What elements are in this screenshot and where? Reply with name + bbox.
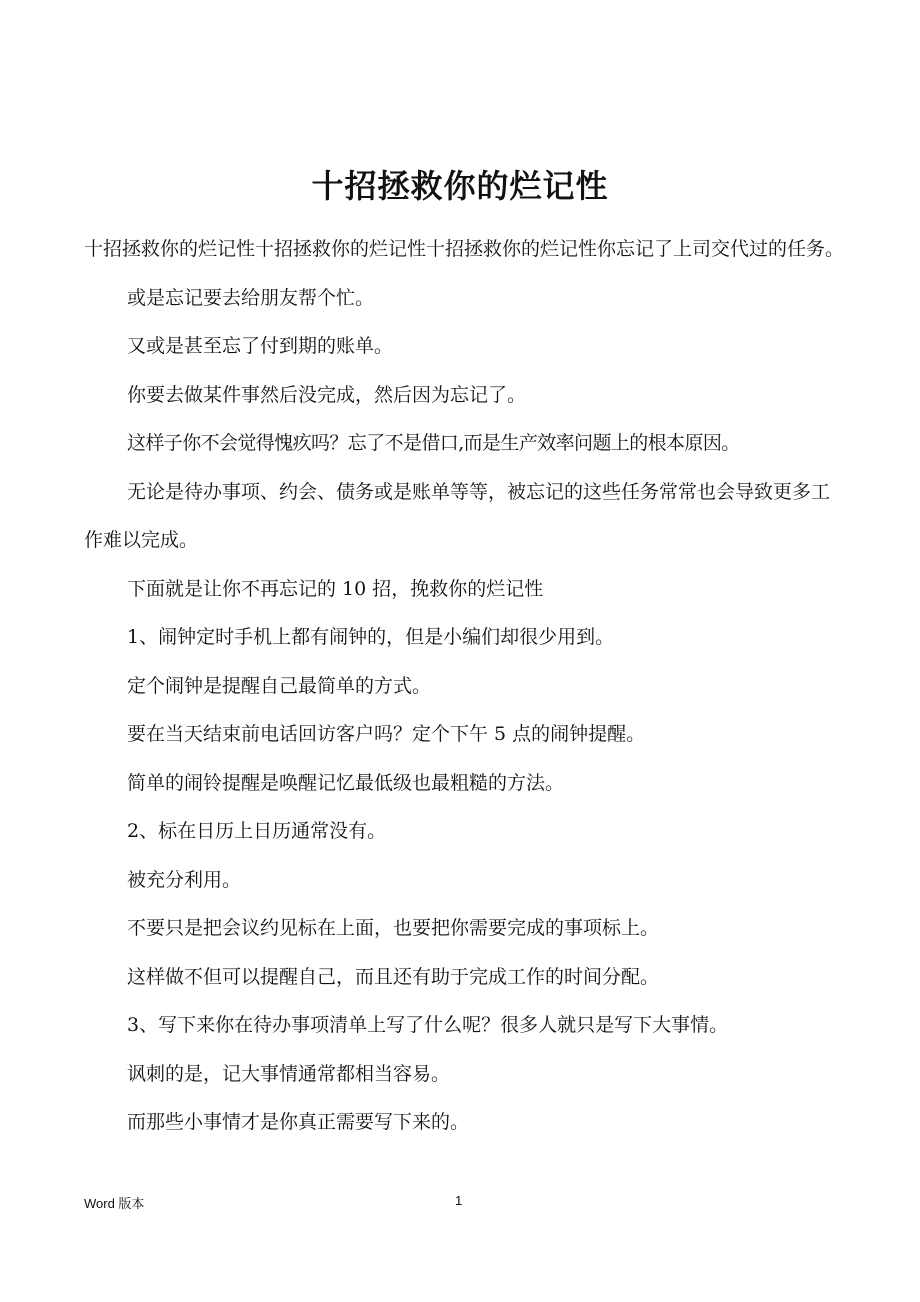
footer-label: Word 版本	[84, 1196, 145, 1211]
paragraph: 不要只是把会议约见标在上面，也要把你需要完成的事项标上。	[127, 917, 660, 939]
paragraph-tip-3: 3、写下来你在待办事项清单上写了什么呢？很多人就只是写下大事情。	[127, 1014, 729, 1036]
paragraph: 被充分利用。	[127, 868, 242, 891]
paragraph: 你要去做某件事然后没完成，然后因为忘记了。	[127, 383, 527, 406]
paragraph: 这样做不但可以提醒自己，而且还有助于完成工作的时间分配。	[127, 965, 660, 988]
paragraph-intro: 十招拯救你的烂记性十招拯救你的烂记性十招拯救你的烂记性你忘记了上司交代过的任务。	[84, 238, 845, 260]
paragraph: 或是忘记要去给朋友帮个忙。	[127, 286, 375, 309]
document-body	[84, 225, 844, 1147]
paragraph: 下面就是让你不再忘记的 10 招，挽救你的烂记性	[127, 577, 544, 600]
paragraph: 讽刺的是，记大事情通常都相当容易。	[127, 1062, 451, 1085]
paragraph: 简单的闹铃提醒是唤醒记忆最低级也最粗糙的方法。	[127, 771, 565, 794]
paragraph-tip-1: 1、闹钟定时手机上都有闹钟的，但是小编们却很少用到。	[127, 626, 615, 648]
document-title: 十招拯救你的烂记性	[311, 167, 609, 206]
page-number: 1	[455, 1193, 463, 1208]
paragraph: 而那些小事情才是你真正需要写下来的。	[127, 1111, 470, 1133]
paragraph: 定个闹钟是提醒自己最简单的方式。	[127, 674, 432, 697]
paragraph: 这样子你不会觉得愧疚吗？忘了不是借口,而是生产效率问题上的根本原因。	[127, 432, 740, 454]
paragraph: 又或是甚至忘了付到期的账单。	[127, 335, 394, 357]
paragraph: 无论是待办事项、约会、债务或是账单等等，被忘记的这些任务常常也会导致更多工作难以完成。	[84, 480, 831, 551]
paragraph-tip-2: 2、标在日历上日历通常没有。	[127, 820, 387, 842]
paragraph: 要在当天结束前电话回访客户吗？定个下午 5 点的闹钟提醒。	[127, 723, 646, 745]
